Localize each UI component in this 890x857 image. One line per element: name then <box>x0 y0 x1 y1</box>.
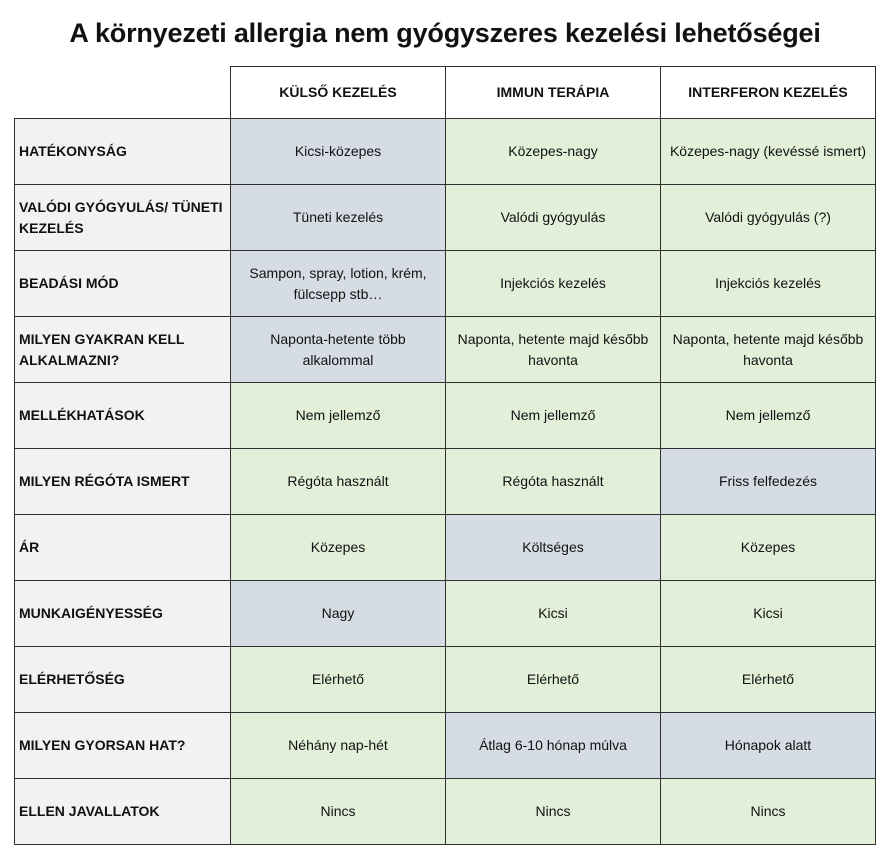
table-cell: Injekciós kezelés <box>446 251 661 317</box>
table-cell: Költséges <box>446 515 661 581</box>
table-cell: Nem jellemző <box>446 383 661 449</box>
row-header: MILYEN GYAKRAN KELL ALKALMAZNI? <box>15 317 231 383</box>
row-header: ELLEN JAVALLATOK <box>15 779 231 845</box>
column-header: KÜLSŐ KEZELÉS <box>231 67 446 119</box>
table-cell: Nem jellemző <box>661 383 876 449</box>
page-title: A környezeti allergia nem gyógyszeres kezelési lehetőségei <box>69 17 821 48</box>
table-row <box>15 779 876 845</box>
table-cell: Elérhető <box>231 647 446 713</box>
table-cell: Közepes-nagy (kevéssé ismert) <box>661 119 876 185</box>
table-row <box>15 251 876 317</box>
table-cell: Régóta használt <box>231 449 446 515</box>
table-row <box>15 383 876 449</box>
table-row <box>15 119 876 185</box>
table-cell: Nincs <box>231 779 446 845</box>
table-cell: Naponta, hetente majd később havonta <box>661 317 876 383</box>
table-cell: Valódi gyógyulás <box>446 185 661 251</box>
table-cell: Közepes <box>231 515 446 581</box>
table-cell: Naponta, hetente majd később havonta <box>446 317 661 383</box>
row-header: VALÓDI GYÓGYULÁS/ TÜNETI KEZELÉS <box>15 185 231 251</box>
row-header: MELLÉKHATÁSOK <box>15 383 231 449</box>
table-cell: Naponta-hetente több alkalommal <box>231 317 446 383</box>
table-cell: Néhány nap-hét <box>231 713 446 779</box>
table-cell: Kicsi-közepes <box>231 119 446 185</box>
table-row <box>15 647 876 713</box>
table-cell: Közepes-nagy <box>446 119 661 185</box>
table-cell: Nagy <box>231 581 446 647</box>
table-cell: Kicsi <box>446 581 661 647</box>
table-body <box>15 119 876 845</box>
row-header: ELÉRHETŐSÉG <box>15 647 231 713</box>
table-cell: Átlag 6-10 hónap múlva <box>446 713 661 779</box>
corner-cell <box>15 67 231 119</box>
table-row <box>15 515 876 581</box>
row-header: HATÉKONYSÁG <box>15 119 231 185</box>
table-cell: Nincs <box>661 779 876 845</box>
table-cell: Elérhető <box>446 647 661 713</box>
column-header: INTERFERON KEZELÉS <box>661 67 876 119</box>
comparison-table <box>14 66 876 845</box>
table-cell: Közepes <box>661 515 876 581</box>
table-cell: Friss felfedezés <box>661 449 876 515</box>
table-cell: Régóta használt <box>446 449 661 515</box>
table-header-row <box>15 67 876 119</box>
table-row <box>15 581 876 647</box>
table-row <box>15 713 876 779</box>
table-row <box>15 185 876 251</box>
row-header: BEADÁSI MÓD <box>15 251 231 317</box>
table-row <box>15 317 876 383</box>
table-cell: Injekciós kezelés <box>661 251 876 317</box>
table-row <box>15 449 876 515</box>
table-cell: Tüneti kezelés <box>231 185 446 251</box>
table-cell: Valódi gyógyulás (?) <box>661 185 876 251</box>
table-cell: Sampon, spray, lotion, krém, fülcsepp stb… <box>231 251 446 317</box>
column-header: IMMUN TERÁPIA <box>446 67 661 119</box>
table-cell: Nincs <box>446 779 661 845</box>
row-header: MUNKAIGÉNYESSÉG <box>15 581 231 647</box>
table-cell: Elérhető <box>661 647 876 713</box>
row-header: MILYEN RÉGÓTA ISMERT <box>15 449 231 515</box>
table-cell: Kicsi <box>661 581 876 647</box>
table-cell: Nem jellemző <box>231 383 446 449</box>
row-header: ÁR <box>15 515 231 581</box>
table-cell: Hónapok alatt <box>661 713 876 779</box>
row-header: MILYEN GYORSAN HAT? <box>15 713 231 779</box>
